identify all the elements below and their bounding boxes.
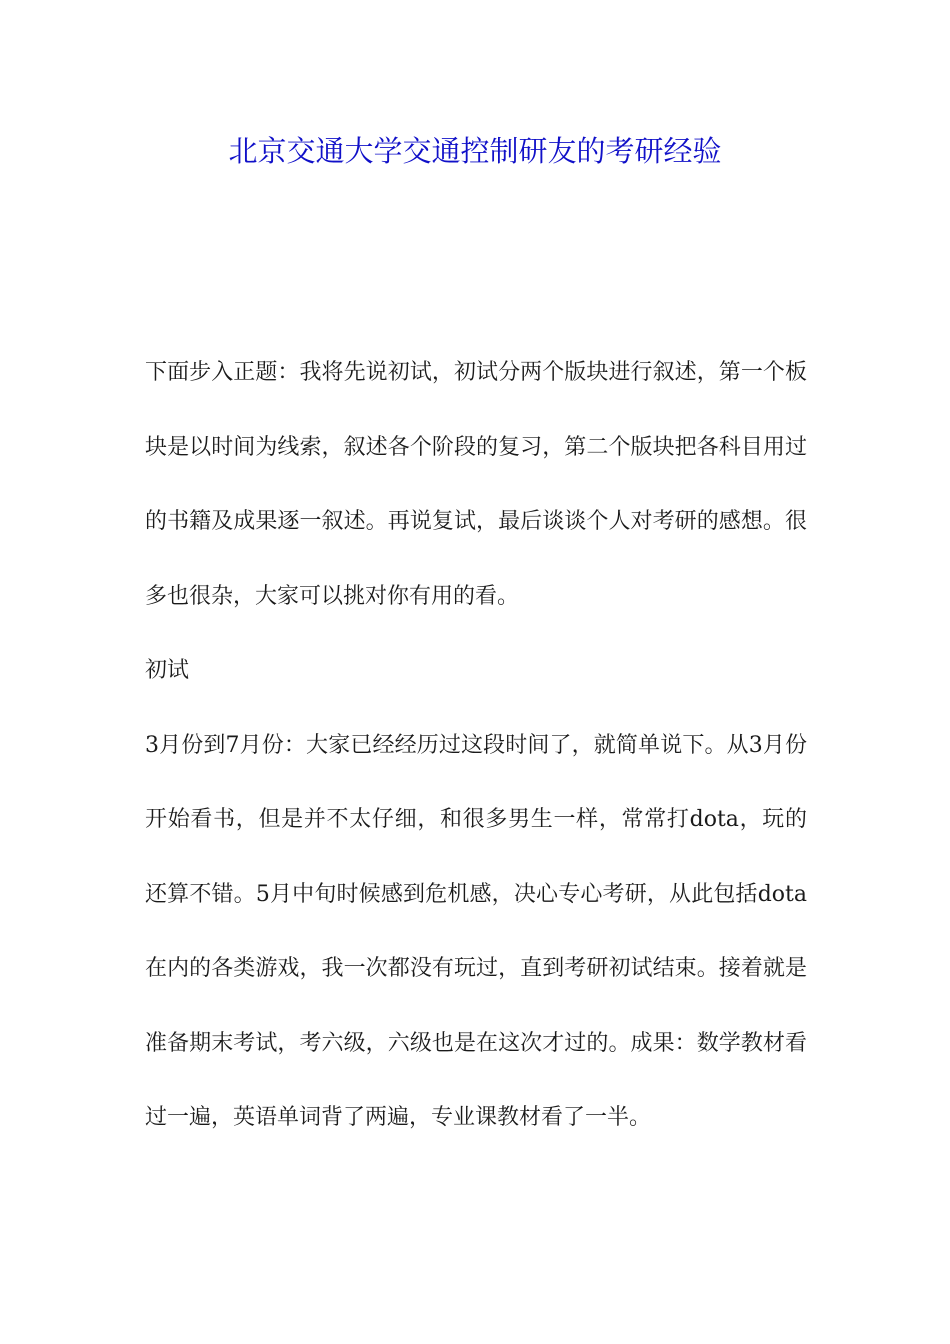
document-body (145, 336, 807, 1156)
paragraph-march-to-july: 3月份到7月份：大家已经经历过这段时间了，就简单说下。从3月份开始看书，但是并不太仔细，和很多男生一样，常常打dota，玩的还算不错。5月中旬时候感到危机感，决心专心考研，从此包括dota在内的各类游戏，我一次都没有玩过，直到考研初试结束。接着就是准备期末考试，考六级，六级也是在这次才过的。成果：数学教材看过一遍，英语单词背了两遍，专业课教材看了一半。 (145, 732, 807, 1130)
document-title: 北京交通大学交通控制研友的考研经验 (228, 134, 722, 168)
paragraph-intro: 下面步入正题：我将先说初试，初试分两个版块进行叙述，第一个板块是以时间为线索，叙述各个阶段的复习，第二个版块把各科目用过的书籍及成果逐一叙述。再说复试，最后谈谈个人对考研的感想。很多也很杂，大家可以挑对你有用的看。 (145, 360, 807, 609)
section-heading-preliminary-exam: 初试 (145, 658, 190, 683)
